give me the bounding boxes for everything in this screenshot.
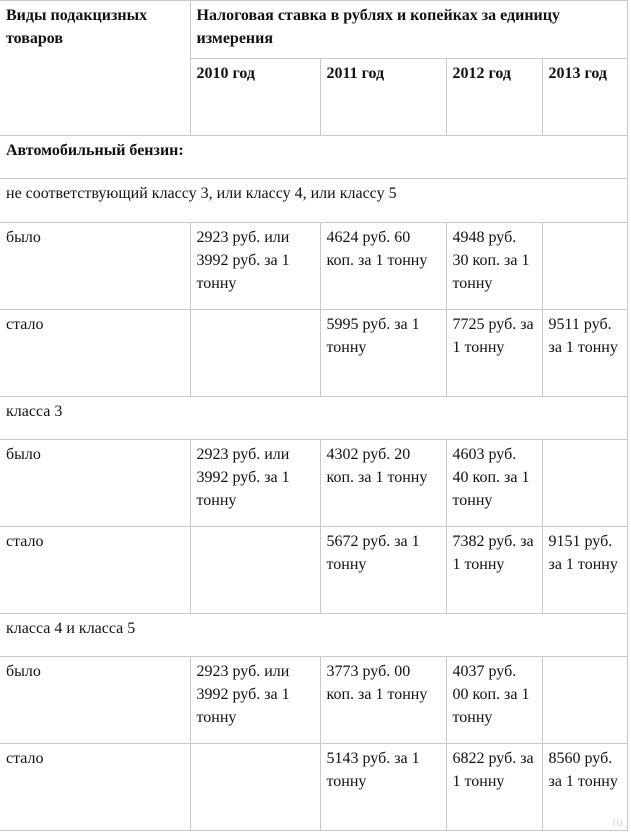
rate-cell: 4948 руб. 30 коп. за 1 тонну bbox=[446, 223, 542, 310]
table-row bbox=[0, 657, 627, 744]
rate-cell: 4302 руб. 20 коп. за 1 тонну bbox=[320, 440, 446, 527]
row-label: стало bbox=[0, 310, 190, 397]
section-title: Автомобильный бензин: bbox=[0, 136, 627, 179]
rate-cell: 8560 руб. за 1 тонну bbox=[542, 744, 627, 831]
rate-cell bbox=[542, 657, 627, 744]
group-title: класса 4 и класса 5 bbox=[0, 614, 627, 657]
rate-cell: 5143 руб. за 1 тонну bbox=[320, 744, 446, 831]
rate-cell: 3773 руб. 00 коп. за 1 тонну bbox=[320, 657, 446, 744]
row-label: было bbox=[0, 440, 190, 527]
rate-cell bbox=[190, 527, 320, 614]
table-row bbox=[0, 223, 627, 310]
table-row bbox=[0, 440, 627, 527]
watermark: ru bbox=[612, 815, 623, 829]
header-year-2012: 2012 год bbox=[446, 59, 542, 136]
rate-cell: 5995 руб. за 1 тонну bbox=[320, 310, 446, 397]
rate-cell: 2923 руб. или 3992 руб. за 1 тонну bbox=[190, 440, 320, 527]
row-label: было bbox=[0, 657, 190, 744]
rate-cell: 5672 руб. за 1 тонну bbox=[320, 527, 446, 614]
rate-cell: 9151 руб. за 1 тонну bbox=[542, 527, 627, 614]
header-year-2013: 2013 год bbox=[542, 59, 627, 136]
rate-cell: 9511 руб. за 1 тонну bbox=[542, 310, 627, 397]
rate-cell: 7725 руб. за 1 тонну bbox=[446, 310, 542, 397]
rate-cell bbox=[542, 440, 627, 527]
header-year-2011: 2011 год bbox=[320, 59, 446, 136]
rate-cell: 4624 руб. 60 коп. за 1 тонну bbox=[320, 223, 446, 310]
row-label: было bbox=[0, 223, 190, 310]
rate-cell bbox=[542, 223, 627, 310]
rate-cell bbox=[190, 744, 320, 831]
header-year-2010: 2010 год bbox=[190, 59, 320, 136]
rate-cell: 7382 руб. за 1 тонну bbox=[446, 527, 542, 614]
table-row bbox=[0, 744, 627, 831]
group-title: не соответствующий классу 3, или классу 4, или классу 5 bbox=[0, 179, 627, 223]
rate-cell: 4037 руб. 00 коп. за 1 тонну bbox=[446, 657, 542, 744]
row-label: стало bbox=[0, 744, 190, 831]
rate-cell: 2923 руб. или 3992 руб. за 1 тонну bbox=[190, 223, 320, 310]
rate-cell bbox=[190, 310, 320, 397]
header-product-types: Виды подакцизных товаров bbox=[0, 1, 190, 136]
rate-cell: 6822 руб. за 1 тонну bbox=[446, 744, 542, 831]
row-label: стало bbox=[0, 527, 190, 614]
group-title: класса 3 bbox=[0, 397, 627, 440]
rate-cell: 2923 руб. или 3992 руб. за 1 тонну bbox=[190, 657, 320, 744]
header-tax-rate: Налоговая ставка в рублях и копейках за единицу измерения bbox=[190, 1, 627, 59]
rate-cell: 4603 руб. 40 коп. за 1 тонну bbox=[446, 440, 542, 527]
table-row bbox=[0, 310, 627, 397]
table-row bbox=[0, 527, 627, 614]
